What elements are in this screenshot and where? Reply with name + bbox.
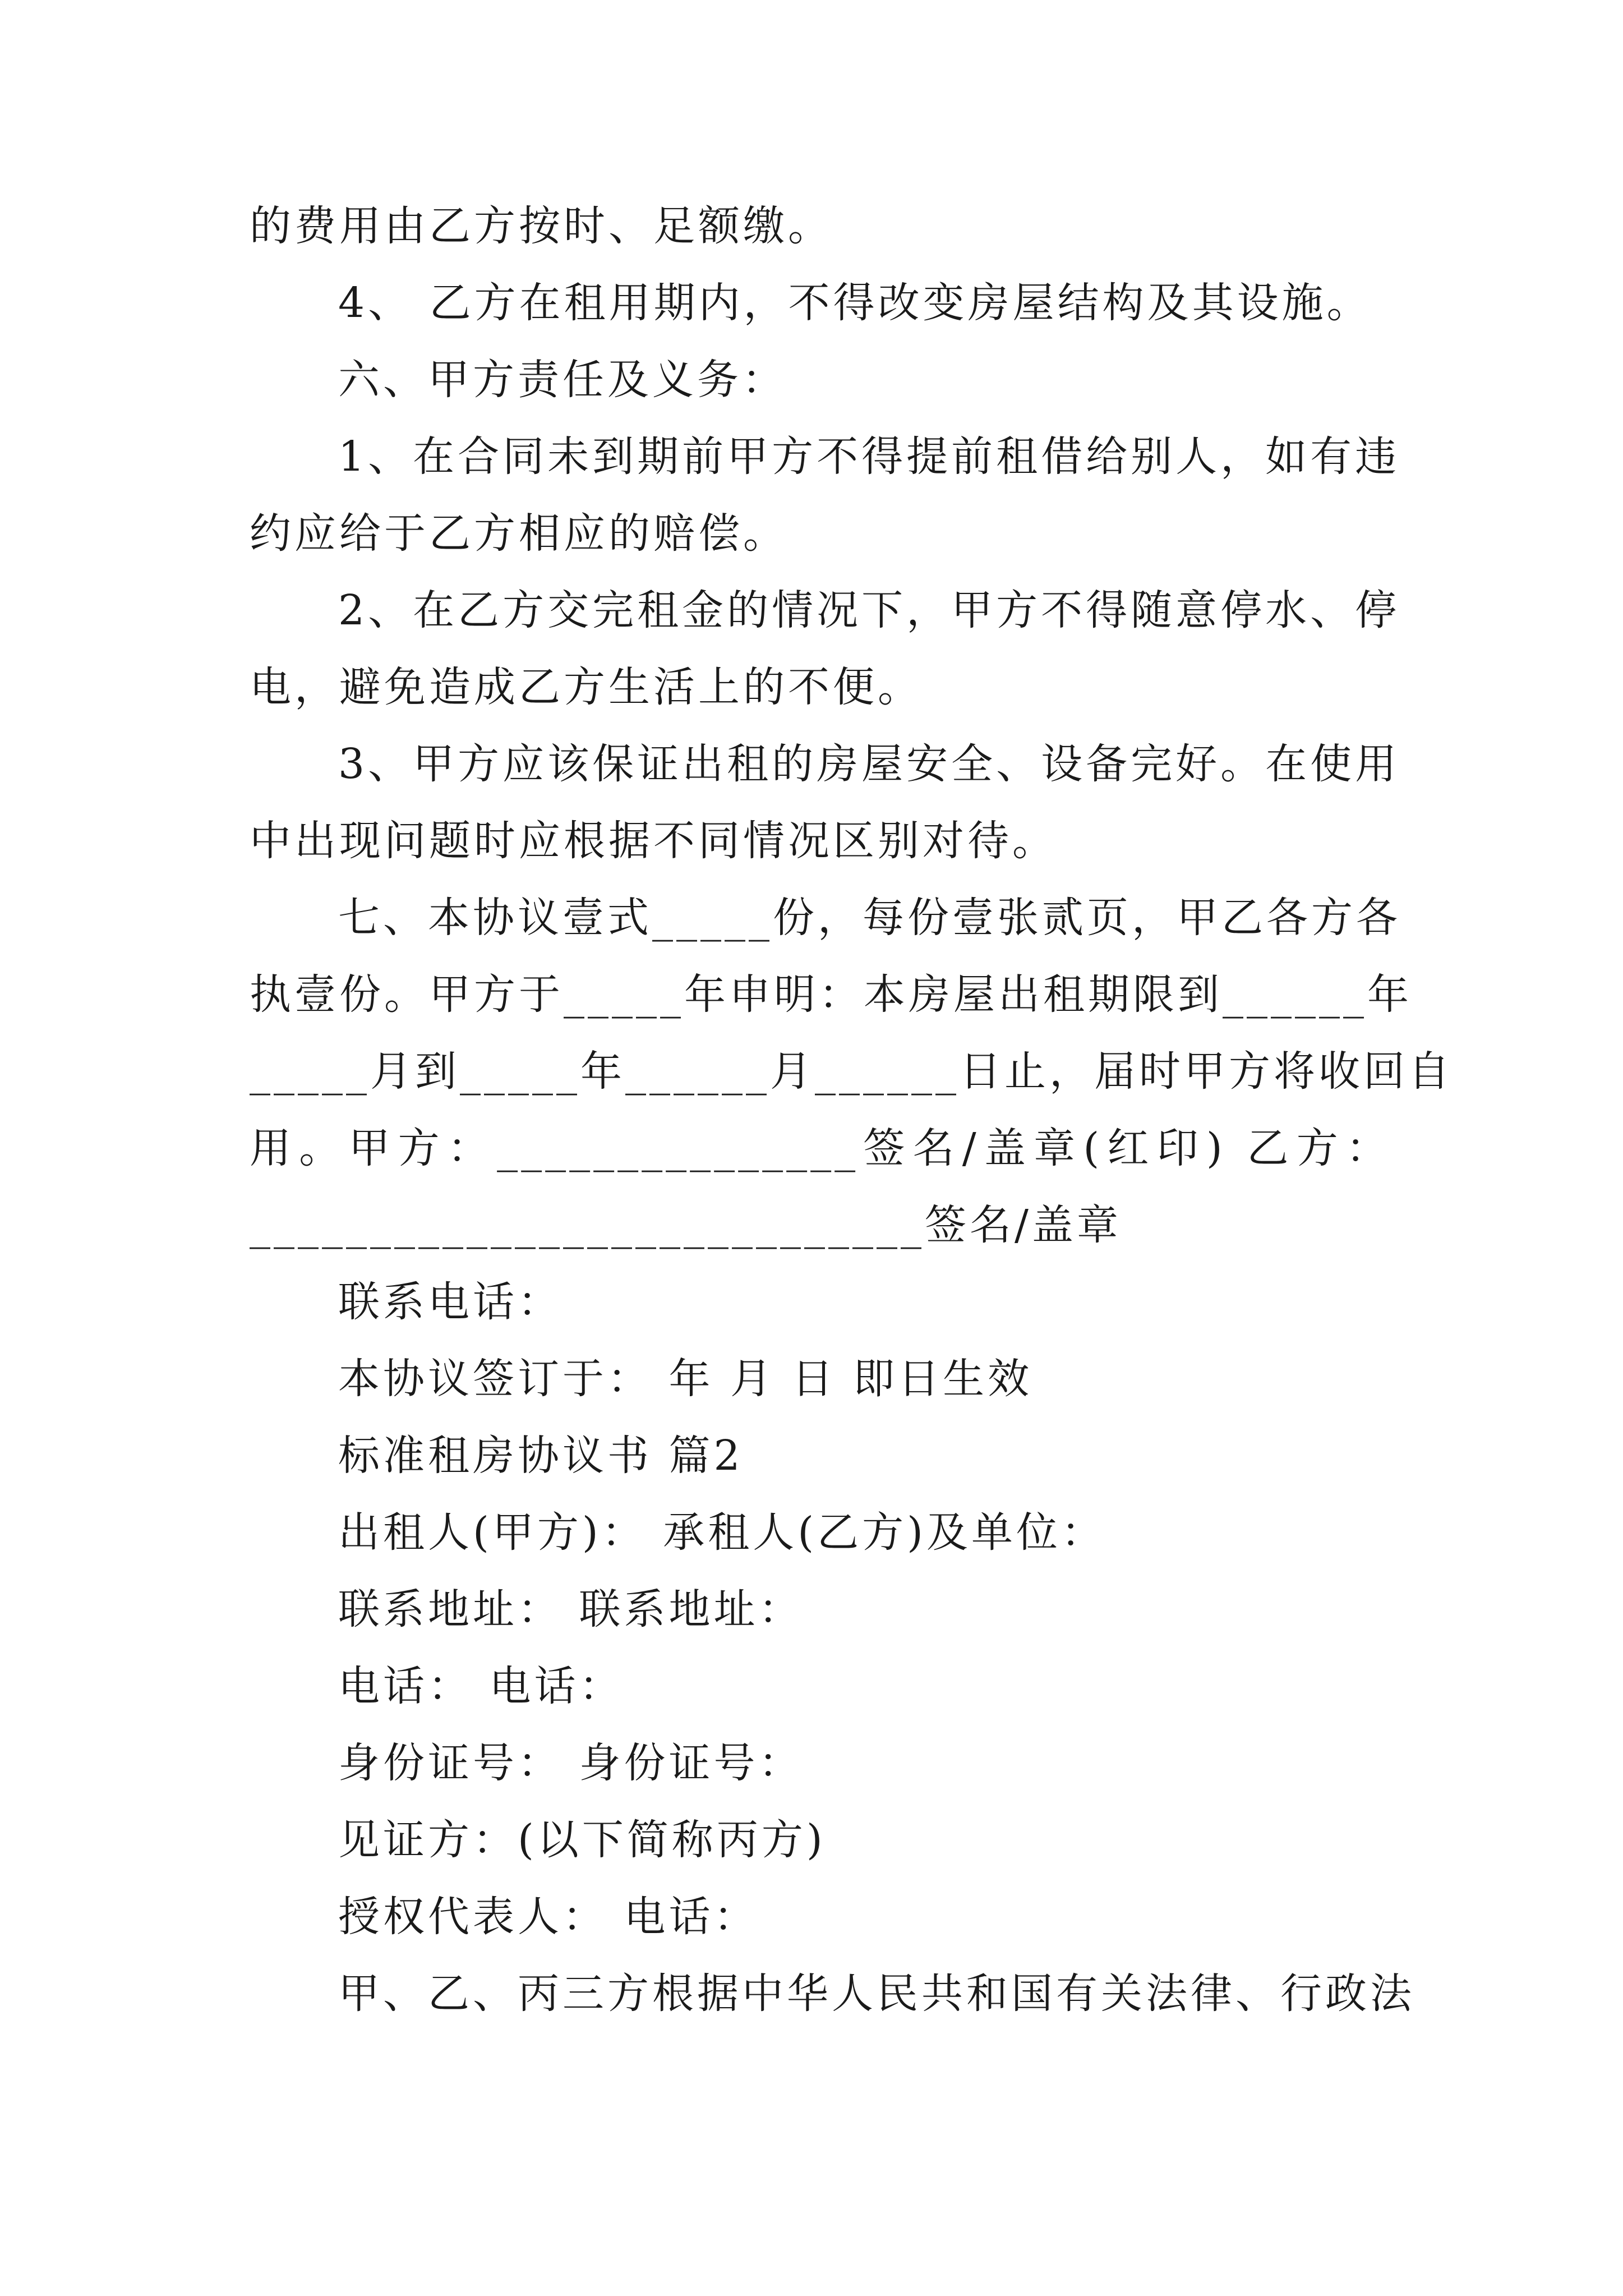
witness-line: 见证方：(以下简称丙方): [338, 1816, 826, 1864]
paragraph-line: 3、甲方应该保证出租的房屋安全、设备完好。在使用: [338, 740, 1400, 788]
document-title: 标准租房协议书 篇2: [338, 1432, 744, 1480]
signature-line: 用。甲方：_______________签名/盖章(红印) 乙方：: [250, 1124, 1391, 1172]
paragraph-line: 执壹份。甲方于_____年申明：本房屋出租期限到______年: [250, 970, 1412, 1019]
party-line: 出租人(甲方)： 承租人(乙方)及单位：: [338, 1508, 1106, 1557]
paragraph-line: 4、 乙方在租用期内，不得改变房屋结构及其设施。: [338, 279, 1372, 327]
address-line: 联系地址： 联系地址：: [338, 1585, 804, 1634]
paragraph-line: _____月到_____年______月______日止，届时甲方将收回自: [250, 1047, 1453, 1096]
paragraph-line: 约应给于乙方相应的赔偿。: [250, 509, 788, 558]
paragraph-line: 七、本协议壹式_____份，每份壹张贰页，甲乙各方各: [338, 894, 1401, 942]
paragraph-line: 甲、乙、丙三方根据中华人民共和国有关法律、行政法: [338, 1970, 1415, 2018]
paragraph-line: 电，避免造成乙方生活上的不便。: [250, 663, 923, 711]
paragraph-line: 中出现问题时应根据不同情况区别对待。: [250, 817, 1057, 865]
document-body: [250, 188, 1453, 2032]
id-line: 身份证号： 身份证号：: [338, 1739, 804, 1787]
paragraph-line: 的费用由乙方按时、足额缴。: [250, 202, 833, 250]
contact-line: 联系电话：: [338, 1278, 562, 1326]
phone-line: 电话： 电话：: [338, 1662, 624, 1710]
paragraph-line: 1、在合同未到期前甲方不得提前租借给别人，如有违: [338, 432, 1400, 481]
date-line: 本协议签订于： 年 月 日 即日生效: [338, 1355, 1033, 1403]
representative-line: 授权代表人： 电话：: [338, 1893, 759, 1941]
signature-line: ____________________________签名/盖章: [250, 1201, 1122, 1249]
paragraph-line: 2、在乙方交完租金的情况下，甲方不得随意停水、停: [338, 586, 1400, 634]
section-heading: 六、甲方责任及义务：: [338, 356, 787, 404]
